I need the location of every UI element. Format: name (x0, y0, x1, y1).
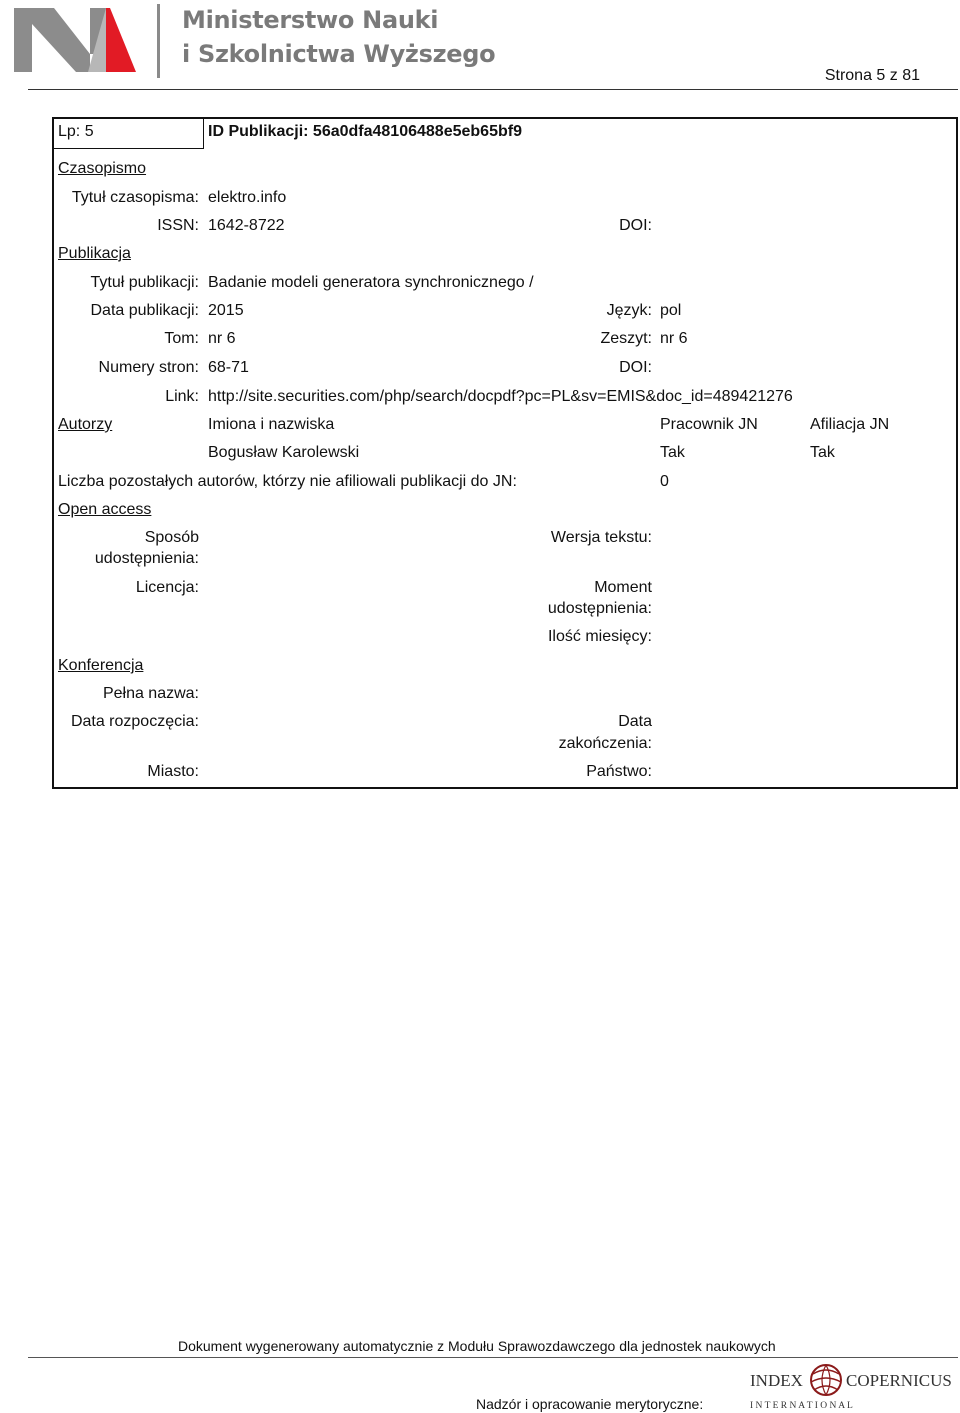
conf-start-label: Data rozpoczęcia: (70, 713, 199, 730)
issn-label: ISSN: (157, 217, 199, 234)
oa-months-label: Ilość miesięcy: (547, 628, 652, 645)
issue-value: nr 6 (660, 330, 688, 347)
author-name: Bogusław Karolewski (208, 444, 360, 461)
conf-city-label: Miasto: (147, 763, 199, 780)
journal-title-value: elektro.info (208, 189, 287, 206)
ic-logo-copernicus: COPERNICUS (846, 1371, 952, 1390)
pub-date-label: Data publikacji: (90, 302, 199, 319)
section-publikacja: Publikacja (58, 245, 131, 262)
oa-method-label-2: udostępnienia: (94, 550, 199, 567)
section-autorzy: Autorzy (58, 416, 113, 433)
pub-doi-label: DOI: (619, 359, 652, 376)
journal-doi-label: DOI: (619, 217, 652, 234)
link-value[interactable]: http://site.securities.com/php/search/docpdf?pc=PL&sv=EMIS&doc_id=489421276 (208, 388, 793, 405)
ministry-logo (14, 8, 136, 72)
header-separator (157, 4, 160, 78)
record-lp: Lp: 5 (58, 123, 94, 140)
page-number: Strona 5 z 81 (824, 67, 920, 84)
pub-title-label: Tytuł publikacji: (90, 274, 199, 291)
pages-label: Numery stron: (98, 359, 199, 376)
ministry-name-line2: i Szkolnictwa Wyższego (182, 40, 496, 68)
authors-col-employee: Pracownik JN (660, 416, 758, 433)
pages-value: 68-71 (208, 359, 249, 376)
oa-method-label-1: Sposób (144, 529, 199, 546)
footer-generated-note: Dokument wygenerowany automatycznie z Modułu Sprawozdawczego dla jednostek naukowych (178, 1338, 776, 1354)
issn-value: 1642-8722 (208, 217, 285, 234)
volume-label: Tom: (164, 330, 199, 347)
other-authors-label: Liczba pozostałych autorów, którzy nie afiliowali publikacji do JN: (58, 473, 517, 490)
index-copernicus-logo (748, 1360, 960, 1413)
copernicus-globe-icon (811, 1365, 841, 1395)
volume-value: nr 6 (208, 330, 236, 347)
author-employee: Tak (660, 444, 685, 461)
authors-col-affiliation: Afiliacja JN (810, 416, 890, 433)
footer-rule (28, 1357, 958, 1358)
footer-supervision: Nadzór i opracowanie merytoryczne: (476, 1396, 704, 1412)
conf-end-label-1: Data (618, 713, 652, 730)
section-konferencja: Konferencja (58, 657, 144, 674)
section-open-access: Open access (58, 501, 152, 518)
oa-moment-label-1: Moment (594, 579, 652, 596)
language-value: pol (660, 302, 682, 319)
pub-title-value: Badanie modeli generatora synchronicznego / (208, 274, 534, 291)
journal-title-label: Tytuł czasopisma: (71, 189, 199, 206)
other-authors-value: 0 (660, 473, 669, 490)
conf-end-label-2: zakończenia: (558, 735, 652, 752)
conf-full-name-label: Pełna nazwa: (102, 685, 199, 702)
pub-date-value: 2015 (208, 302, 244, 319)
authors-col-name: Imiona i nazwiska (208, 416, 335, 433)
author-affiliation: Tak (810, 444, 835, 461)
ministry-name-line1: Ministerstwo Nauki (182, 6, 439, 34)
oa-text-version-label: Wersja tekstu: (550, 529, 652, 546)
link-label: Link: (165, 388, 199, 405)
section-czasopismo: Czasopismo (58, 160, 147, 177)
header-rule (28, 89, 958, 90)
oa-moment-label-2: udostępnienia: (547, 600, 652, 617)
ic-logo-international: I N T E R N A T I O N A L (750, 1401, 853, 1411)
issue-label: Zeszyt: (600, 330, 652, 347)
language-label: Język: (606, 302, 652, 319)
conf-country-label: Państwo: (586, 763, 652, 780)
oa-license-label: Licencja: (135, 579, 199, 596)
record-id: ID Publikacji: 56a0dfa48106488e5eb65bf9 (208, 123, 522, 140)
ic-logo-index: INDEX (750, 1371, 803, 1390)
